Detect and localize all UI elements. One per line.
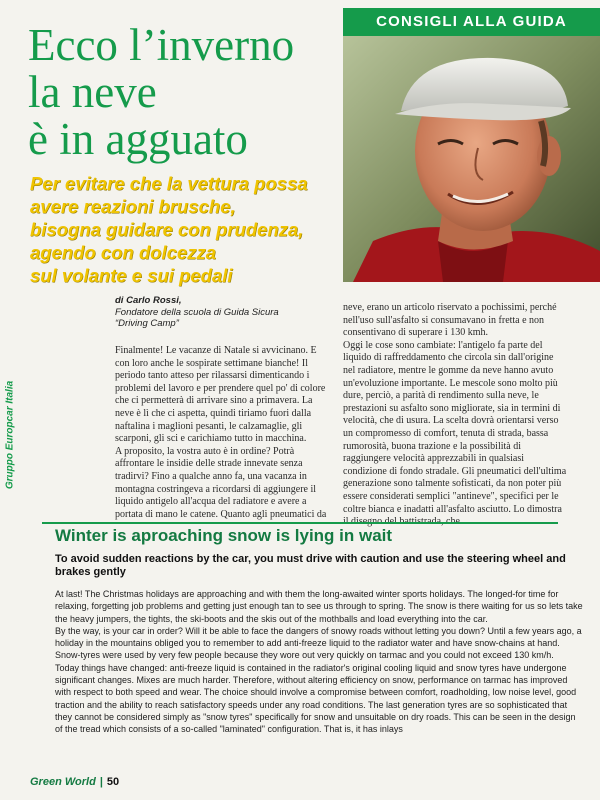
english-body — [55, 588, 585, 736]
author-name: di Carlo Rossi, — [115, 295, 182, 306]
paragraph: By the way, is your car in order? Will it be able to face the dangers of snowy roads without letting you down? Until a few years ago, a holiday in the mountains obliged you to remember to add anti-freeze liquid to the radiator water and have snow-chains at hand. Snow-tyres were used by very few people because they wore out very quickly on tarmac and you could not exceed 130 km/h. — [55, 625, 582, 661]
headline-line: Ecco l’inverno — [28, 20, 295, 70]
headline — [28, 22, 338, 163]
paragraph: neve, erano un articolo riservato a pochissimi, perché nell'uso sull'asfalto si consumavano in fretta e non consentivano di superare i 130 kmh. — [343, 302, 557, 339]
side-label — [2, 315, 18, 555]
portrait-illustration — [343, 36, 600, 282]
standfirst-line: sul volante e sui pedali — [30, 265, 233, 286]
author-role: Fondatore della scuola di Guida Sicura — [115, 306, 279, 318]
page-number: 50 — [106, 776, 120, 788]
standfirst-line: avere reazioni brusche, — [30, 196, 236, 217]
section-divider — [42, 522, 558, 524]
italian-column-1 — [115, 345, 333, 521]
author-school: “Driving Camp” — [115, 318, 179, 329]
standfirst — [30, 172, 360, 287]
paragraph: At last! The Christmas holidays are approaching and with them the long-awaited winter sports holidays. The longed-for time for relaxing, forgetting job problems and getting just enough tan to see us through to spring. The snow is there waiting for us so lets take the heavy jumpers, the tights, the ski-boots and the skis out of the mothballs and load everything into the car. — [55, 589, 583, 624]
headline-line: è in agguato — [28, 114, 248, 164]
portrait-photo — [343, 36, 600, 282]
byline — [115, 295, 325, 330]
english-title: Winter is aproaching snow is lying in wait — [55, 526, 393, 545]
standfirst-line: bisogna guidare con prudenza, — [30, 219, 304, 240]
paragraph: A proposito, la vostra auto è in ordine? Potrà affrontare le insidie delle strade innevate senza tradirvi? Fino a qualche anno fa, una vacanza in montagna costringeva a ricordarsi di aggiungere il liquido antigelo all'acqua del radiatore e avere a portata di mano le catene. Quanto agli pneumatici da — [115, 445, 327, 520]
headline-line: la neve — [28, 67, 157, 117]
standfirst-line: agendo con dolcezza — [30, 242, 217, 263]
italian-column-2 — [343, 302, 568, 529]
paragraph: Oggi le cose sono cambiate: l'antigelo fa parte del liquido di raffreddamento che circola sin dall'origine nel radiatore, mentre le gomme da neve hanno avuto un'evoluzione importante. Le mescole sono molto più dure, perciò, a parità di rendimento sulla neve, le prestazioni su asfalto sono migliorate, sia in termini di velocità, che di usura. La scelta dovrà orientarsi verso un compromesso di comfort, tenuta di strada, bassa rumorosità, buona trazione e la possibilità di raggiungere velocità apprezzabili in qualsiasi condizione di fondo stradale. Gli pneumatici dell'ultima generazione sono talmente sofisticati, da non poter più essere considerati semplici "antineve", specifici per le coltre bianca e inadatti all'asfalto asciutto. Lo dimostra — [343, 339, 567, 515]
standfirst-line: Per evitare che la vettura possa — [30, 173, 308, 194]
paragraph: Today things have changed: anti-freeze liquid is contained in the radiator's original cooling liquid and snow tyres have undergone significant changes. Mixes are much harder. Therefore, without altering efficiency on snow, performance on tarmac has improved with respect to both speed and wear. The choice should involve a compromise between comfort, roadholding, low noise level, good traction and the ability to reach satisfactory speeds under any road conditions. The last generation tyres are so sophisticated that they cannot be considered simply as "snow tyres" specifically for snow and unsuitable on dry roads. This can be seen in the design of the tread which consists of a so-called "laminated" configuration. That is, it has inlays — [55, 662, 577, 735]
section-banner: CONSIGLI ALLA GUIDA — [343, 8, 600, 36]
magazine-name: Green World — [30, 776, 96, 788]
footer-separator: | — [99, 776, 103, 788]
side-label-text: Gruppo Europcar Italia — [4, 380, 16, 490]
english-subtitle: To avoid sudden reactions by the car, you must drive with caution and use the steering wheel and brakes gently — [55, 553, 566, 578]
page-footer — [30, 776, 119, 788]
paragraph: Finalmente! Le vacanze di Natale si avvicinano. E con loro anche le sospirate settimane bianche! Il periodo tanto atteso per rilassarsi dimenticando i problemi del lavoro e per prendere quel po' di colore che ci permetterà di arrivare sino a primavera. La neve è lì che ci aspetta, quindi tiriamo fuori dalla naftalina i maglioni pesanti, le calzamaglie, gli scarponi, gli sci e carichiamo tutto in macchina. — [115, 345, 326, 445]
